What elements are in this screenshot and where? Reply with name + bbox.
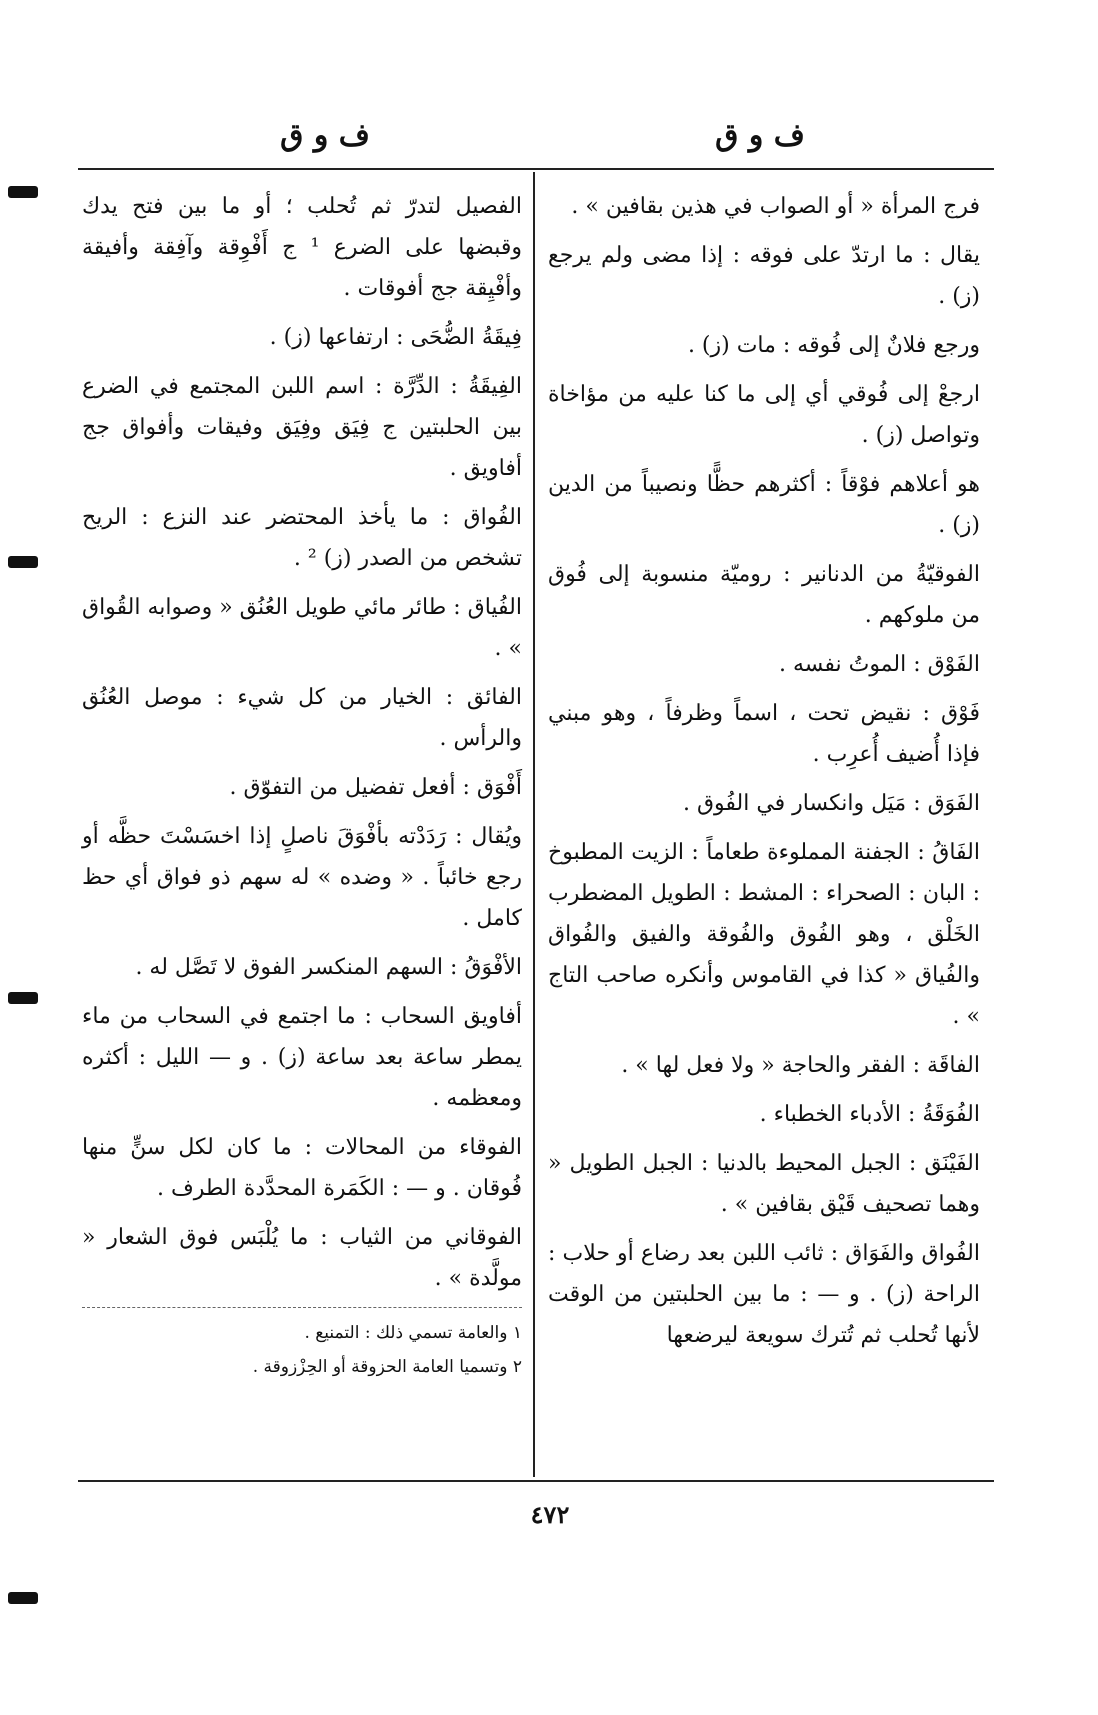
header-right: ف و ق [715, 118, 805, 153]
footnote-divider [82, 1307, 522, 1308]
entry: الفَوْق : الموتُ نفسه . [778, 652, 980, 677]
right-column [548, 186, 980, 1364]
entry: أفاويق السحاب : ما اجتمع في السحاب من ماء يمطر ساعة بعد ساعة (ز) . و — الليل : أكثره ومعظمه . [82, 1004, 522, 1111]
footnote: ١ والعامة تسمي ذلك : التمنيع . [304, 1323, 522, 1343]
column-divider [533, 172, 535, 1477]
footnote: ٢ وتسميا العامة الحزوقة أو الحِزْزوقة . [252, 1357, 522, 1377]
entry: الفَاقُ : الجفنة المملوءة طعاماً : الزيت المطبوخ : البان : الصحراء : المشط : الطويل المضطرب الخَلْق ، وهو الفُوق والفُوقة والفيق والفُواق والفُياق « كذا في القاموس وأنكره صاحب التاج » . [548, 840, 980, 1029]
entry: فرج المرأة « أو الصواب في هذين بقافين » . [571, 194, 980, 219]
entry: الفُواق والفَوَاق : ثائب اللبن بعد رضاع أو حلاب : الراحة (ز) . و — : ما بين الحلبتين من الوقت لأنها تُحلب ثم تُترك سويعة ليرضعها [548, 1241, 980, 1348]
entry: ورجع فلانٌ إلى فُوقه : مات (ز) . [687, 333, 980, 358]
entry: الفِيقَةُ : الدِّرَّة : اسم اللبن المجتمع في الضرع بين الحلبتين ج فِيَق وفِيَق وفيقات وأفواق جج أفاويق . [82, 374, 522, 481]
page-number: ٤٧٢ [530, 1500, 570, 1529]
entry: الفوقاء من المحالات : ما كان لكل سنٍّ منها فُوقان . و — : الكَمَرة المحدَّدة الطرف . [82, 1135, 522, 1201]
entry: الأفْوَقُ : السهم المنكسر الفوق لا تَصَّل له . [135, 955, 522, 980]
entry: فَوْق : نقيض تحت ، اسماً وظرفاً ، وهو مبني فإذا أُضيف أُعرِب . [548, 701, 980, 767]
entry: فِيقَةُ الضُّحَى : ارتفاعها (ز) . [269, 325, 522, 350]
top-rule [78, 168, 994, 170]
scan-mark [8, 992, 38, 1004]
entry: الفاقَة : الفقر والحاجة « ولا فعل لها » . [621, 1053, 980, 1078]
entry: هو أعلاهم فوْقاً : أكثرهم حظًّا ونصيباً من الدين (ز) . [548, 472, 980, 538]
header-left: ف و ق [280, 118, 370, 153]
entry: أَفْوَق : أفعل تفضيل من التفوّق . [229, 775, 522, 800]
entry: الفَوَق : مَيَل وانكسار في الفُوق . [682, 791, 980, 816]
entry: الفُياق : طائر مائي طويل العُنُق « وصوابه القُواق » . [82, 595, 522, 661]
bottom-rule [78, 1480, 994, 1482]
entry: ويُقال : رَدَدْته بأفْوَقَ ناصلٍ إذا اخسَسْتَ حظَّه أو رجع خائباً . « وضده » له سهم ذو فواق أي حظ كامل . [82, 824, 522, 931]
left-column [82, 186, 522, 1384]
scan-mark [8, 186, 38, 198]
entry: يقال : ما ارتدّ على فوقه : إذا مضى ولم يرجع (ز) . [548, 243, 980, 309]
entry: ارجعْ إلى فُوقي أي إلى ما كنا عليه من مؤاخاة وتواصل (ز) . [548, 382, 980, 448]
entry: الفَيْنَق : الجبل المحيط بالدنيا : الجبل الطويل « وهما تصحيف قَيْق بقافين » . [548, 1151, 980, 1217]
entry: الفُوَقَةُ : الأدباء الخطباء . [759, 1102, 980, 1127]
entry: الفوقاني من الثياب : ما يُلْبَس فوق الشعار « مولَّدة » . [82, 1225, 522, 1291]
entry: الفائق : الخيار من كل شيء : موصل العُنُق والرأس . [82, 685, 522, 751]
entry: الفُواق : ما يأخذ المحتضر عند النزع : الريح تشخص من الصدر (ز) ² . [82, 505, 522, 571]
scan-mark [8, 556, 38, 568]
entry: الفوقيّةُ من الدنانير : روميّة منسوبة إلى فُوق من ملوكهم . [548, 562, 980, 628]
entry: الفصيل لتدرّ ثم تُحلب ؛ أو ما بين فتح يدك وقبضها على الضرع ¹ ج أَفْوِقة وآفِقة وأفيقة وأفْيِقة جج أفوقات . [82, 194, 522, 301]
scan-mark [8, 1592, 38, 1604]
